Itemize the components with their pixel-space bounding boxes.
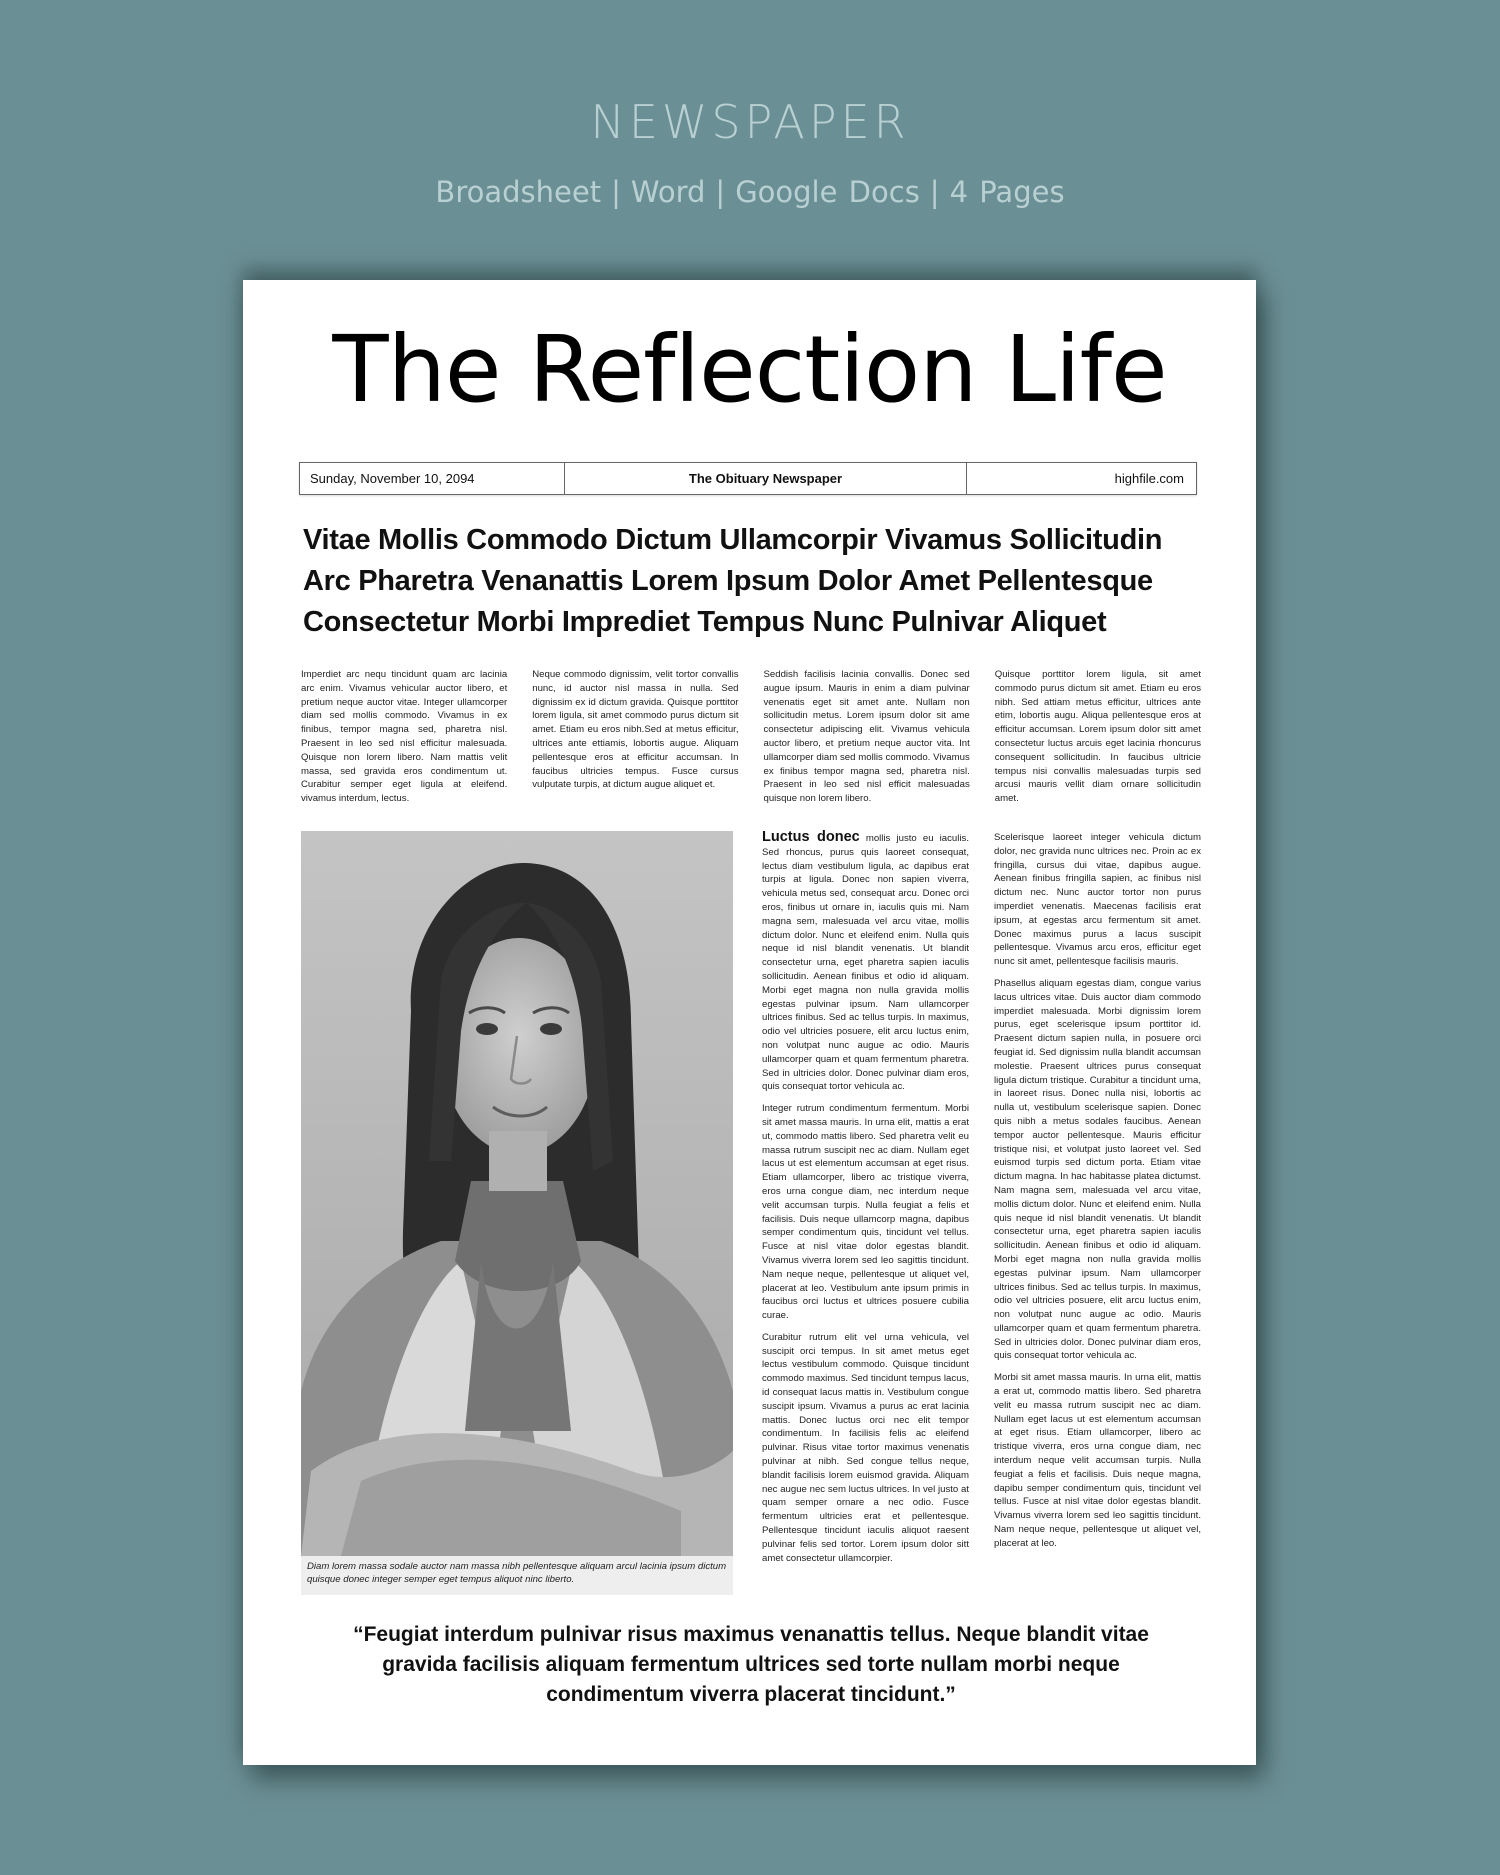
portrait-photo xyxy=(301,831,733,1556)
article-paragraph: Curabitur rutrum elit vel urna vehicula, vel suscipit orci tempus. In sit amet metus eget lectus vestibulum commodo. Quisque tincidunt commodo maximus. Sed tincidunt tempus lacus, id consequat lacus mattis in. Vestibulum congue suscipit ipsum. Vivamus a purus ac erat lacinia mattis. Donec luctus orci nec elit tempor condimentum. In facilisis felis ac eleifend pulvinar. Risus vitae tortor maximus venenatis pulvinar at nibh. Sed congue tellus neque, blandit facilisis lorem euismod gravida. Aliquam nec augue nec sem luctus ultrices. In vel justo at quam semper ornare a nec odio. Fusce fermentum ultricies erat et pellentesque. Pellentesque tincidunt iaculis aliquot raesent pulvinar felis sed tortor. Lorem ipsum dolor sitt amet consectetur ullamcorpier. xyxy=(762,1331,969,1564)
portrait-illustration xyxy=(301,831,733,1556)
article-column-2 xyxy=(994,831,1201,1573)
newspaper-name: The Obituary Newspaper xyxy=(565,463,967,494)
separator: | xyxy=(715,175,726,209)
headline: Vitae Mollis Commodo Dictum Ullamcorpir Vivamus Sollicitudin Arc Pharetra Venanattis Lorem Ipsum Dolor Amet Pellentesque Consectetur Morbi Imprediet Tempus Nunc Pulnivar Aliquet xyxy=(303,524,1163,638)
intro-columns xyxy=(301,668,1201,806)
intro-column-4: Quisque porttitor lorem ligula, sit amet commodo purus dictum sit amet. Etiam eu eros nibh. Sed attiam metus efficitur, ultrices ante etim, lobortis augu. Aliqua pellentesque eros at efficitur accumsan. Lorem ipsum dolor sitt amet consectetur luctus arcuis eget lacinia rhoncurus consequent sollicitudin. In faucibus ultricie tempus nisi convallis malesuadas turpis sed arcusi mauris vellit diam ornare sollicitudin amet. xyxy=(994,669,1201,805)
masthead: The Reflection Life xyxy=(332,316,1167,423)
article-column-1 xyxy=(762,831,969,1573)
article-paragraph: Integer rutrum condimentum fermentum. Morbi sit amet massa mauris. In urna elit, mattis a erat ut, commodo mattis libero. Sed pharetra velit eu massa rutrum suscipit nec ac diam. Nullam eget lacus ut est elementum accumsan at eget risus. Etiam ullamcorper, libero ac tristique viverra, eros urna congue diam, nec interdum neque velit accumsan turpis. Nulla feugiat a felis et facilisis. Duis neque ullamcorp magna, dapibus semper condimentum quis, tincidunt vel tellus. Fusce at nisl vitae dolor egestas blandit. Vivamus viverra lorem sed leo sagittis tincidunt. Nam neque neque, pellentesque ut aliquet vel, placerat at leo. Vestibulum ante ipsum primis in faucibus orci luctus et ultrices posuere cubilia curae. xyxy=(762,1103,969,1322)
separator: | xyxy=(611,175,621,209)
separator: | xyxy=(929,175,940,209)
info-bar xyxy=(299,462,1197,495)
article-paragraph: Morbi sit amet massa mauris. In urna elit, mattis a erat ut, commodo mattis libero. Sed pharetra velit eu massa rutrum suscipit nec ac diam. Nullam eget lacus ut est elementum accumsan at eget risus. Etiam ullamcorper, libero ac tristique viverra, eros urna congue diam, nec interdum neque velit accumsan turpis. Nulla feugiat a felis et facilisis. Duis neque magna, dapibu semper condimentum quis, tincidunt vel tellus. Fusce at nisl vitae dolor egestas blandit. Vivamus viverra lorem sed leo sagittis tincidunt. Nam neque neque, pellentesque ut aliquet vel, placerat at leo. xyxy=(994,1372,1201,1549)
tag-google-docs: Google Docs xyxy=(735,175,920,209)
newspaper-page xyxy=(243,280,1256,1765)
intro-column-3: Seddish facilisis lacinia convallis. Donec sed augue ipsum. Mauris in enim a diam pulvinar venenatis eget sit amet ante. Nullam non sollicitudin metus. Lorem ipsum dolor sit ame consectetur adipiscing elit. Vivamus vehicula auctor libero, et pretium neque auctor vita. Int ullamcorper diam sed mollis commodo. Vivamus ex finibus tempor magna sed, pharetra nisl. Praesent in leo sed nisl efficit malesuadas quisque non lorem libero. xyxy=(763,669,970,805)
article-paragraph: Scelerisque laoreet integer vehicula dictum dolor, nec gravida nunc ultrices nec. Proin ac ex fringilla, cursus dui vitae, dapibus augue. Aenean finibus fringilla sapien, ac finibus nisl dictum nec. Nunc auctor tortor non purus imperdiet venenatis. Maecenas facilisis erat ipsum, at egestas arcu fermentum sit amet. Donec maximus purus a lacus suscipit pellentesque. Vivamus arcu eros, efficitur eget nunc sit amet, pellentesque facilisis mauris. xyxy=(994,832,1201,968)
intro-column-2: Neque commodo dignissim, velit tortor convallis nunc, id auctor nisl massa in nulla. Sed dignissim ex id dictum gravida. Quisque porttitor lorem ligula, sit amet commodo purus dictum sit amet. Etiam eu eros nibh.Sed at metus efficitur, ultrices ante ettiamis, lobortis augue. Aliquam pellentesque eros at efficitur accumsan. In faucibus ultricies tempus. Fusce cursus vulputate turpis, at dictum augue aliquet et. xyxy=(532,669,739,791)
banner-title: NEWSPAPER xyxy=(590,95,910,149)
paragraph-text: mollis justo eu iaculis. Sed rhoncus, purus quis laoreet consequat, lectus diam vestibulum ligula, ac dapibus erat turpis at ligula. Donec non sapien viverra, vehicula metus sed, consequat arcu. Donec orci eros, finibus ut ornare in, iaculis quis mi. Nam magna sem, malesuada vel arcu vitae, mollis dictum dolor. Nunc et eleifend enim. Nulla quis neque id nisl blandit venenatis. Ut blandit consectetur urna, eget pharetra sapien iaculis sollicitudin. Aenean finibus et odio id aliquam. Morbi eget magna non nulla gravida mollis egestas pulvinar ipsum. Nam ullamcorper ultrices finibus. Sed ac tellus turpis. In maximus, odio vel ultricies posuere, elit arcu luctus enim, non volutpat nunc augue ac odio. Mauris ullamcorper quam et quam fermentum pharetra. Sed in ultricies dolor. Donec pulvinar diam eros, quis consequat tortor vehicula ac. xyxy=(762,833,969,1093)
tag-pages: 4 Pages xyxy=(949,175,1065,209)
lead-word: Luctus donec xyxy=(762,829,860,845)
tag-word: Word xyxy=(630,175,706,209)
article-paragraph: Phasellus aliquam egestas diam, congue varius lacus ultrices vitae. Duis auctor diam commodo imperdiet malesuada. Morbi dignissim lorem purus, eget scelerisque ipsum porttitor id. Praesent dictum sapien nulla, in posuere orci feugiat id. Sed dignissim nulla blandit accumsan molestie. Praesent ultrices purus consequat ligula dictum tristique. Curabitur a tincidunt urna, in laoreet risus. Donec nulla nisi, lobortis ac nulla ut, vestibulum scelerisque sapien. Donec quis nibh a metus sodales faucibus. Aenean tempor auctor pellentesque. Mauris efficitur tristique nisi, et volutpat justo laoreet vel. Sed euismod turpis sed dictum porta. Etiam vitae dictum magna. In hac habitasse platea dictumst. Nam magna sem, malesuada vel arcu vitae, mollis dictum dolor. Nunc et eleifend enim. Nulla quis neque id nisl blandit venenatis. Ut blandit consectetur urna, eget pharetra sapien iaculis sollicitudin. Aenean finibus et odio id aliquam. Morbi eget magna non nulla gravida mollis egestas pulvinar ipsum. Nam ullamcorper ultrices finibus. Sed ac tellus turpis. In maximus, odio vel ultricies posuere, elit arcu luctus enim, non volutpat nunc augue ac odio. Mauris ullamcorper quam et quam fermentum pharetra. Sed in ultricies dolor. Donec pulvinar diam eros, quis consequat tortor vehicula ac. xyxy=(994,977,1201,1362)
intro-column-1: Imperdiet arc nequ tincidunt quam arc lacinia arc enim. Vivamus vehicular auctor libero, et pretium neque auctor vitae. Integer ullamcorper diam sed mollis commodo. Vivamus in ex finibus, tempor magna sed, pharetra nisl. Praesent in leo sed nisl efficitur malesuada. Quisque non lorem libero. Nam mattis velit massa, sed gravida eros condimentum ut. Curabitur semper eget ligula at eleifend. vivamus interdum, lectus. xyxy=(301,669,508,805)
banner-subtitle xyxy=(0,175,1500,209)
pull-quote: “Feugiat interdum pulnivar risus maximus venanattis tellus. Neque blandit vitae gravida facilisis aliquam fermentum ultrices sed torte nullam morbi neque condimentum viverra placerat tincidunt.” xyxy=(353,1623,1149,1706)
photo-caption: Diam lorem massa sodale auctor nam massa nibh pellentesque aliquam arcul lacinia ipsum dictum quisque donec integer semper eget tempus aliquot ninc liberto. xyxy=(307,1561,727,1585)
photo-block xyxy=(301,831,733,1595)
article-columns xyxy=(762,831,1201,1573)
article-paragraph xyxy=(762,831,969,1094)
issue-date: Sunday, November 10, 2094 xyxy=(300,463,565,494)
tag-format: Broadsheet xyxy=(435,175,602,209)
website-link[interactable]: highfile.com xyxy=(1114,471,1184,486)
